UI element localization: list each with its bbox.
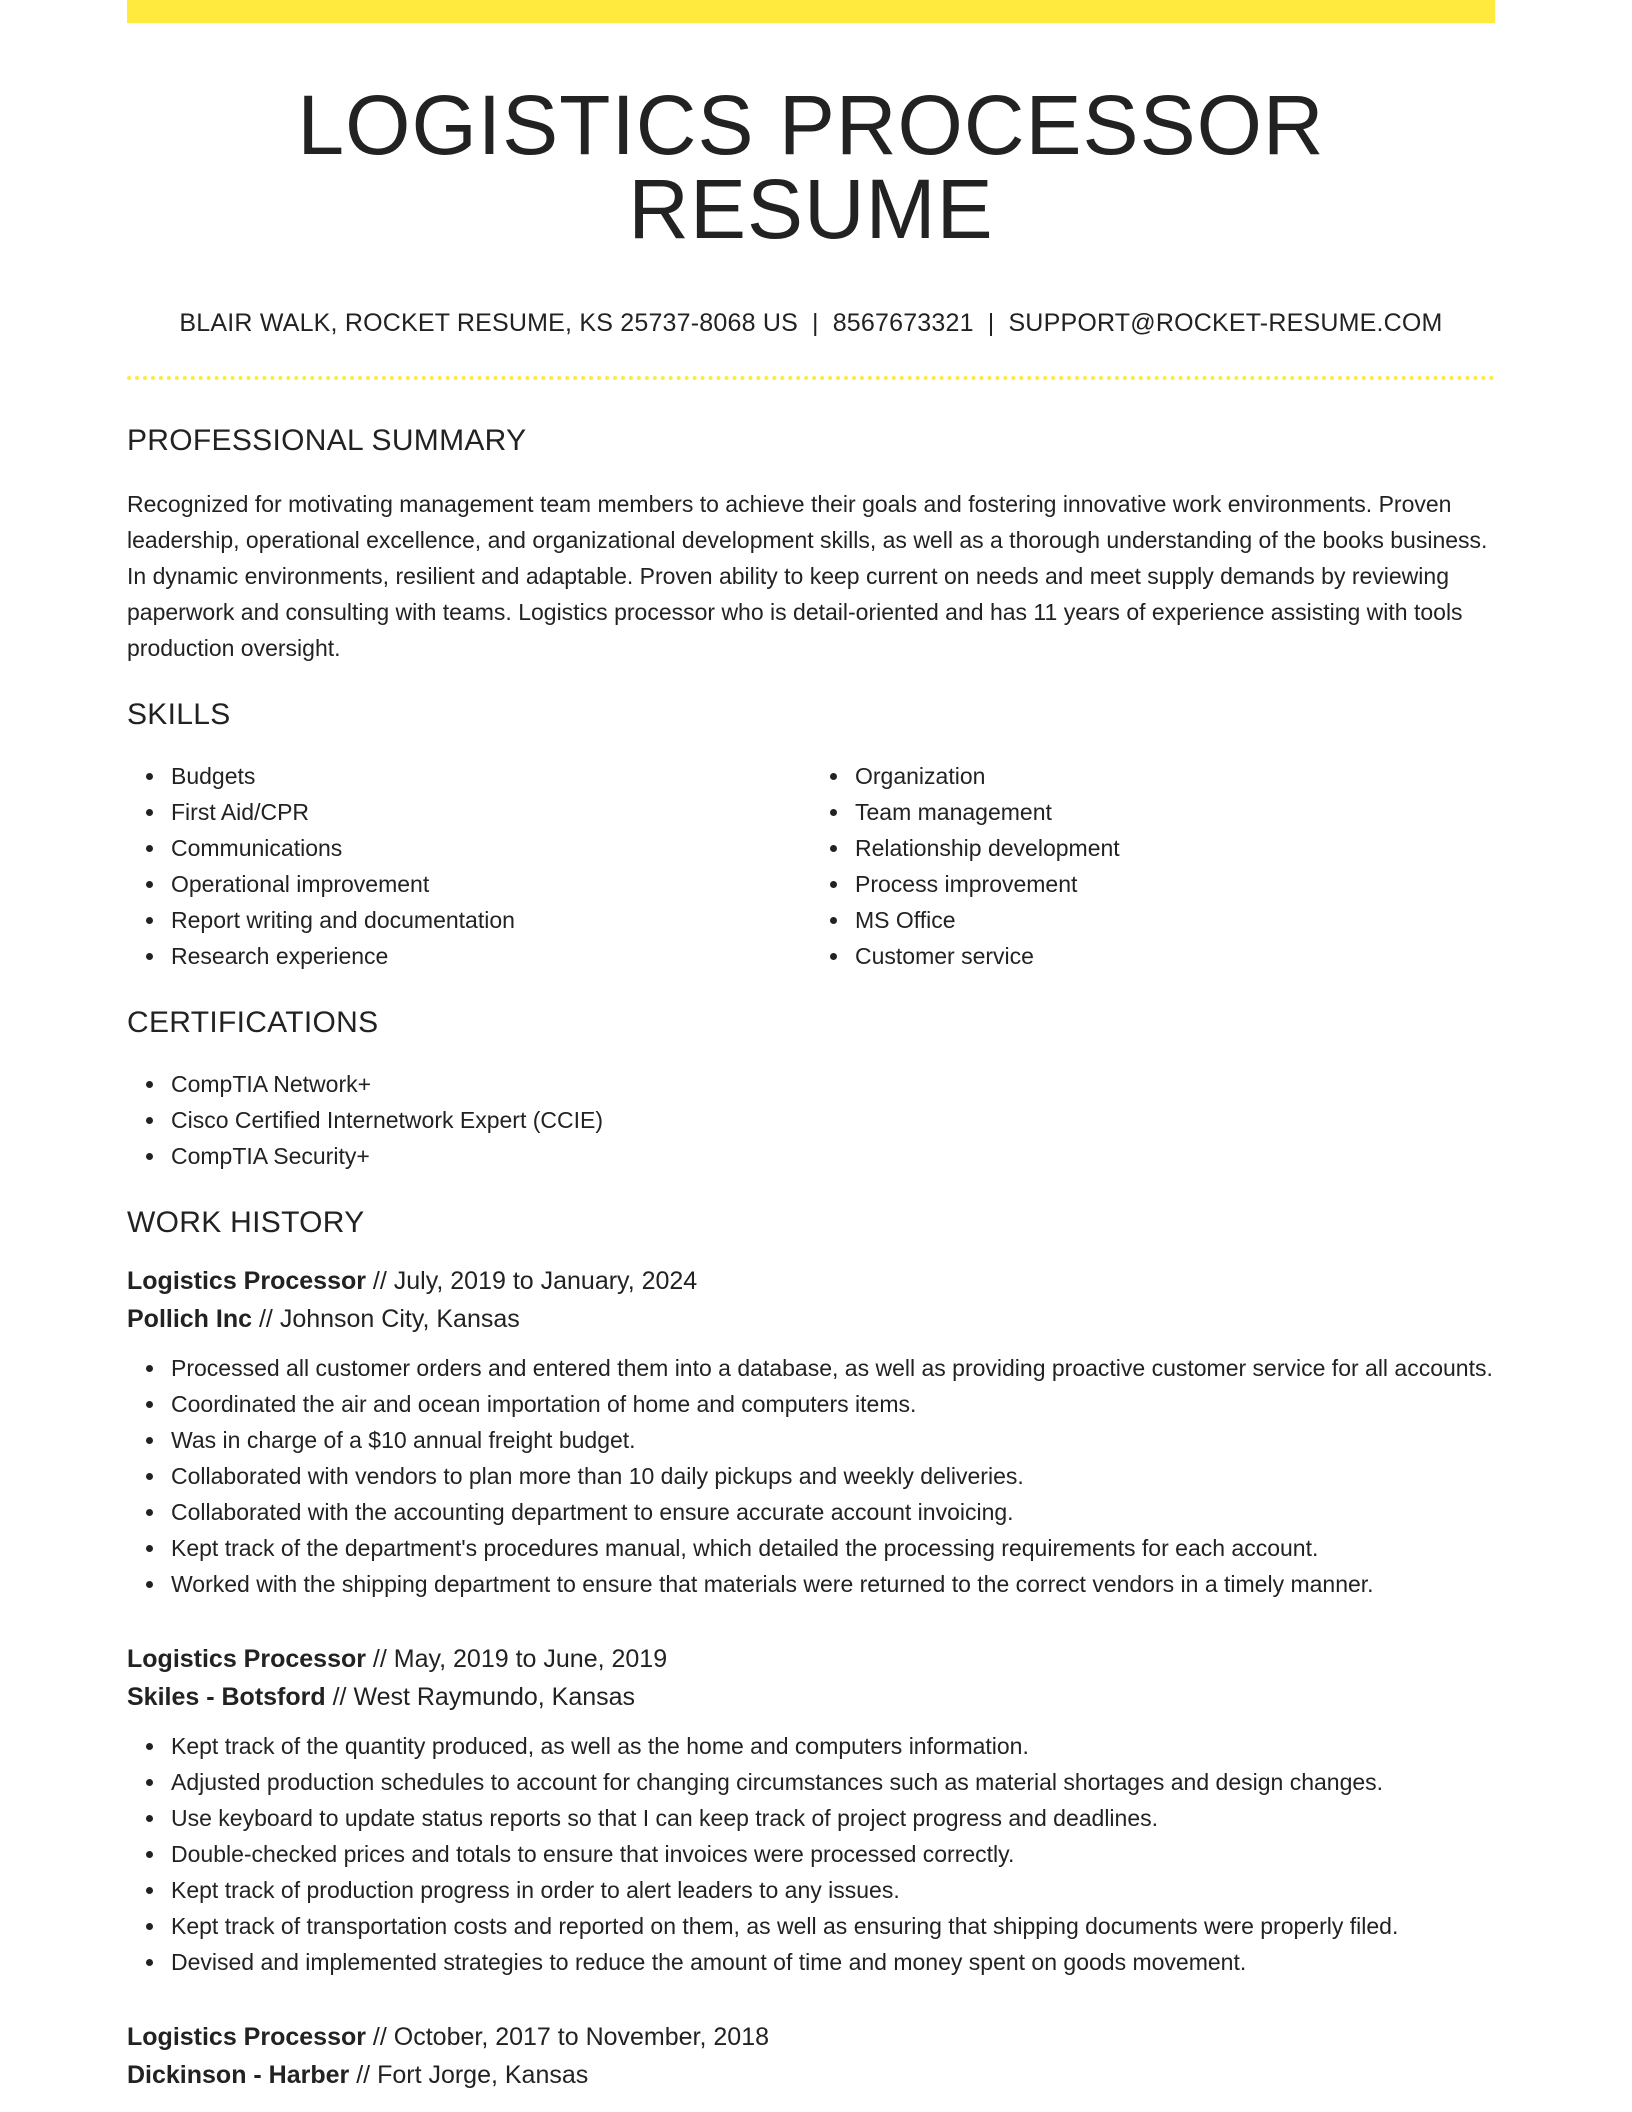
job-duty: Collaborated with vendors to plan more than 10 daily pickups and weekly deliveries. bbox=[171, 1458, 1495, 1494]
job-title-line bbox=[127, 1640, 1495, 1678]
skills-list bbox=[127, 758, 1495, 974]
job-dates: // October, 2017 to November, 2018 bbox=[365, 2023, 770, 2051]
contact-separator: | bbox=[987, 309, 995, 337]
resume-page bbox=[127, 0, 1495, 2094]
skill-item: Customer service bbox=[855, 938, 1495, 974]
skill-item: Team management bbox=[855, 794, 1495, 830]
skill-item: Organization bbox=[855, 758, 1495, 794]
skill-item: Report writing and documentation bbox=[171, 902, 811, 938]
resume-title: LOGISTICS PROCESSOR RESUME bbox=[297, 78, 1325, 256]
skill-item: Research experience bbox=[171, 938, 811, 974]
job-duty: Use keyboard to update status reports so that I can keep track of project progress and deadlines. bbox=[171, 1800, 1495, 1836]
skill-item: First Aid/CPR bbox=[171, 794, 811, 830]
job-company: Pollich Inc bbox=[127, 1305, 253, 1333]
job-company: Dickinson - Harber bbox=[127, 2061, 350, 2089]
job-duty: Processed all customer orders and entered them into a database, as well as providing proactive customer service for all accounts. bbox=[171, 1350, 1495, 1386]
job-location: // Fort Jorge, Kansas bbox=[349, 2061, 589, 2089]
job-duty: Kept track of transportation costs and reported on them, as well as ensuring that shipping documents were properly filed. bbox=[171, 1908, 1495, 1944]
job-duty: Was in charge of a $10 annual freight budget. bbox=[171, 1422, 1495, 1458]
accent-bar bbox=[127, 0, 1495, 23]
job-title-line bbox=[127, 2018, 1495, 2056]
job-duty: Devised and implemented strategies to reduce the amount of time and money spent on goods movement. bbox=[171, 1944, 1495, 1980]
job-duties bbox=[127, 1350, 1495, 1602]
job-duty: Coordinated the air and ocean importation of home and computers items. bbox=[171, 1386, 1495, 1422]
contact-separator: | bbox=[811, 309, 819, 337]
job-entry bbox=[127, 1262, 1495, 1602]
certifications-heading: CERTIFICATIONS bbox=[127, 1006, 379, 1039]
job-duty: Adjusted production schedules to account for changing circumstances such as material shortages and design changes. bbox=[171, 1764, 1495, 1800]
skill-item: Communications bbox=[171, 830, 811, 866]
certifications-list bbox=[127, 1066, 1495, 1174]
job-duty: Collaborated with the accounting department to ensure accurate account invoicing. bbox=[171, 1494, 1495, 1530]
skill-item: MS Office bbox=[855, 902, 1495, 938]
job-company-line bbox=[127, 2056, 1495, 2094]
summary-heading: PROFESSIONAL SUMMARY bbox=[127, 424, 527, 457]
contact-phone[interactable]: 8567673321 bbox=[832, 309, 974, 337]
certification-item: CompTIA Network+ bbox=[171, 1066, 1495, 1102]
job-duty: Kept track of production progress in order to alert leaders to any issues. bbox=[171, 1872, 1495, 1908]
skill-item: Relationship development bbox=[855, 830, 1495, 866]
summary-text: Recognized for motivating management team members to achieve their goals and fostering innovative work environments. Proven leadership, operational excellence, and organizational development skills, as well as a thorough understanding of the books business. In dynamic environments, resilient and adaptable. Proven ability to keep current on needs and meet supply demands by reviewing paperwork and consulting with teams. Logistics processor who is detail-oriented and has 11 years of experience assisting with tools production oversight. bbox=[127, 491, 1488, 661]
job-title: Logistics Processor bbox=[127, 1267, 366, 1295]
contact-email[interactable]: SUPPORT@ROCKET-RESUME.COM bbox=[1008, 309, 1443, 337]
certification-item: Cisco Certified Internetwork Expert (CCIE) bbox=[171, 1102, 1495, 1138]
skill-item: Process improvement bbox=[855, 866, 1495, 902]
skill-item: Budgets bbox=[171, 758, 811, 794]
work-history-heading: WORK HISTORY bbox=[127, 1206, 365, 1239]
job-company-line bbox=[127, 1300, 1495, 1338]
job-duty: Kept track of the department's procedures manual, which detailed the processing requirements for each account. bbox=[171, 1530, 1495, 1566]
job-dates: // May, 2019 to June, 2019 bbox=[365, 1645, 668, 1673]
job-title: Logistics Processor bbox=[127, 1645, 366, 1673]
job-company: Skiles - Botsford bbox=[127, 1683, 326, 1711]
job-company-line bbox=[127, 1678, 1495, 1716]
skills-column-left bbox=[127, 758, 811, 974]
job-duties bbox=[127, 1728, 1495, 1980]
skill-item: Operational improvement bbox=[171, 866, 811, 902]
job-entry bbox=[127, 2018, 1495, 2094]
job-location: // West Raymundo, Kansas bbox=[325, 1683, 636, 1711]
job-location: // Johnson City, Kansas bbox=[252, 1305, 520, 1333]
job-dates: // July, 2019 to January, 2024 bbox=[365, 1267, 698, 1295]
dotted-divider bbox=[127, 376, 1495, 380]
skills-column-right bbox=[811, 758, 1495, 974]
job-title-line bbox=[127, 1262, 1495, 1300]
job-duty: Double-checked prices and totals to ensure that invoices were processed correctly. bbox=[171, 1836, 1495, 1872]
skills-heading: SKILLS bbox=[127, 698, 231, 731]
job-title: Logistics Processor bbox=[127, 2023, 366, 2051]
job-entry bbox=[127, 1640, 1495, 1980]
contact-line bbox=[127, 309, 1495, 338]
certification-item: CompTIA Security+ bbox=[171, 1138, 1495, 1174]
job-duty: Worked with the shipping department to ensure that materials were returned to the correct vendors in a timely manner. bbox=[171, 1566, 1495, 1602]
contact-address: BLAIR WALK, ROCKET RESUME, KS 25737-8068 US bbox=[179, 309, 798, 337]
job-duty: Kept track of the quantity produced, as well as the home and computers information. bbox=[171, 1728, 1495, 1764]
